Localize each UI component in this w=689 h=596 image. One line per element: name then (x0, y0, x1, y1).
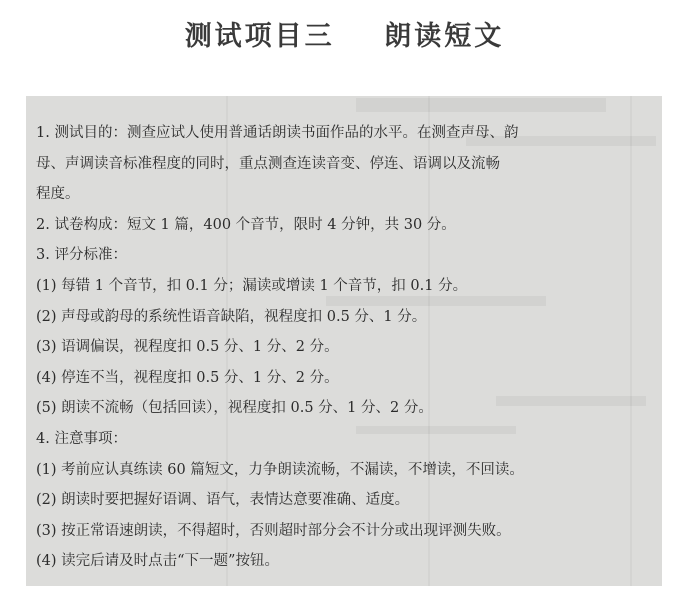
note-item: (2) 朗读时要把握好语调、语气，表情达意要准确、适度。 (36, 492, 410, 509)
scoring-item: (5) 朗读不流畅（包括回读），视程度扣 0.5 分、1 分、2 分。 (36, 400, 433, 417)
note-item: (3) 按正常语速朗读，不得超时，否则超时部分会不计分或出现评测失败。 (36, 522, 511, 539)
scoring-item: (4) 停连不当，视程度扣 0.5 分、1 分、2 分。 (36, 369, 339, 386)
scoring-item: (3) 语调偏误，视程度扣 0.5 分、1 分、2 分。 (36, 339, 339, 356)
scoring-item: (2) 声母或韵母的系统性语音缺陷，视程度扣 0.5 分、1 分。 (36, 308, 427, 325)
instructions-body (36, 118, 656, 577)
bleed-through-mark (356, 98, 606, 112)
purpose-line: 程度。 (36, 186, 80, 203)
page-title: 测试项目三 朗读短文 (184, 21, 505, 52)
notes-heading: 4. 注意事项： (36, 430, 127, 447)
note-item: (1) 考前应认真练读 60 篇短文，力争朗读流畅，不漏读，不增读，不回读。 (36, 461, 524, 478)
scoring-heading: 3. 评分标准： (36, 247, 127, 264)
purpose-line: 1. 测试目的：测查应试人使用普通话朗读书面作品的水平。在测查声母、韵 (36, 125, 519, 141)
composition-line: 2. 试卷构成：短文 1 篇，400 个音节，限时 4 分钟，共 30 分。 (36, 216, 456, 233)
purpose-line: 母、声调读音标准程度的同时，重点测查连读音变、停连、语调以及流畅 (36, 155, 500, 172)
note-item: (4) 读完后请及时点击“下一题”按钮。 (36, 553, 279, 570)
scoring-item: (1) 每错 1 个音节，扣 0.1 分；漏读或增读 1 个音节，扣 0.1 分。 (36, 277, 468, 294)
